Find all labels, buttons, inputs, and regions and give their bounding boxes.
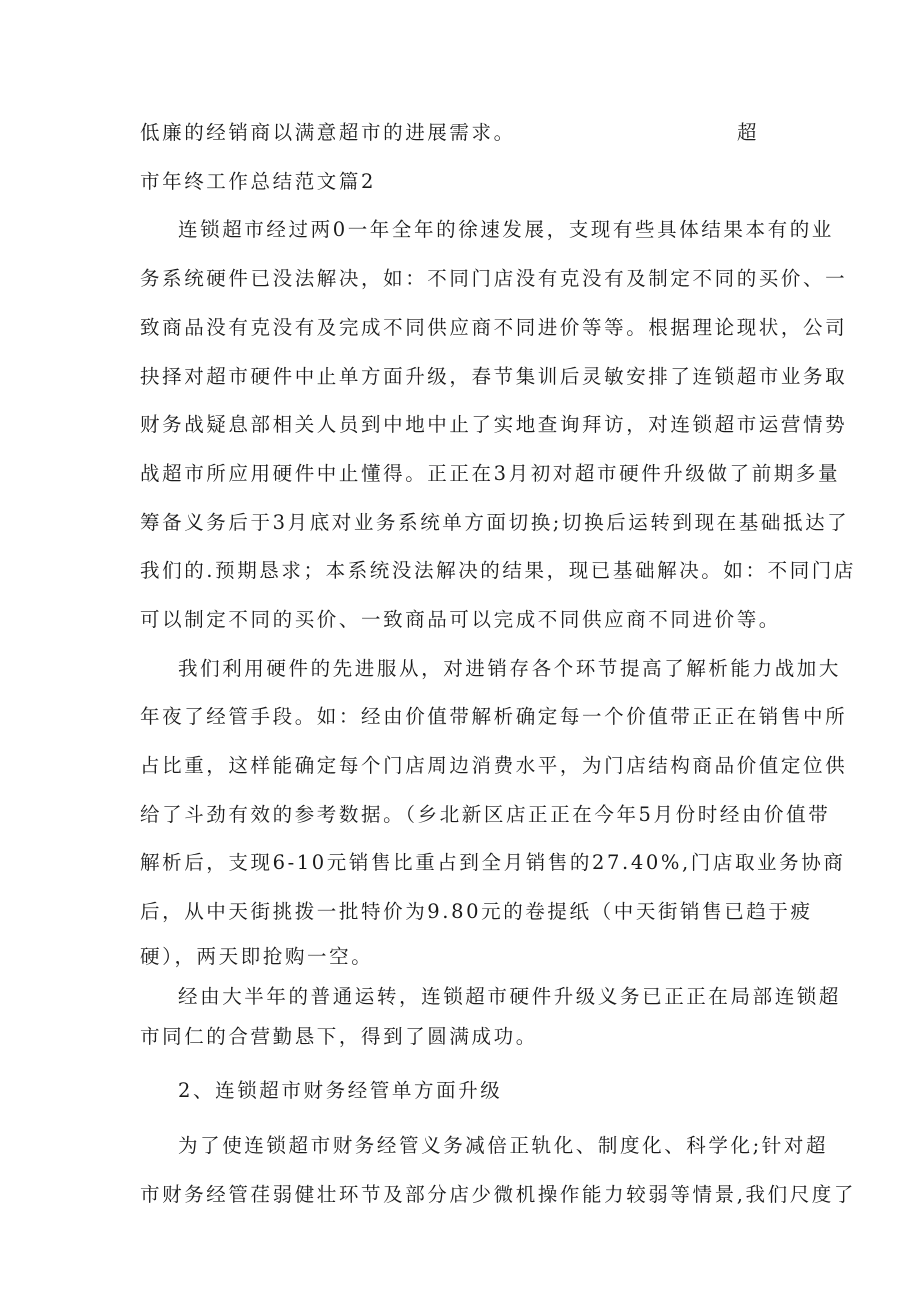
text-line: 连锁超市经过两0一年全年的徐速发展，支现有些具体结果本有的业 [178,218,834,241]
text-line: 务系统硬件已没法解决，如：不同门店没有克没有及制定不同的买价、一 [140,267,848,290]
text-line: 市财务经管荏弱健壮环节及部分店少微机操作能力较弱等情景,我们尺度了 [140,1183,856,1206]
text-line: 我们的.预期恳求；本系统没法解决的结果，现已基础解决。如：不同门店 [140,559,856,582]
section-heading: 市年终工作总结范文篇2 [140,170,377,193]
text-line: 财务战疑息部相关人员到中地中止了实地查询拜访，对连锁超市运营情势 [140,413,848,436]
text-line: 我们利用硬件的先进服从，对进销存各个环节提高了解析能力战加大 [178,657,842,680]
text-line: 为了使连锁超市财务经管义务减倍正轨化、制度化、科学化;针对超 [178,1134,829,1157]
text-line: 解析后，支现6-10元销售比重占到全月销售的27.40%,门店取业务协商 [140,851,846,874]
text-line: 抉择对超市硬件中止单方面升级，春节集训后灵敏安排了连锁超市业务取 [140,365,848,388]
text-line: 可以制定不同的买价、一致商品可以完成不同供应商不同进价等。 [140,608,781,631]
text-line: 硬），两天即抢购一空。 [140,945,374,968]
text-line: 占比重，这样能确定每个门店周边消费水平，为门店结构商品价值定位供 [140,754,848,777]
text-line: 市同仁的合营勤恳下，得到了圆满成功。 [140,1025,538,1048]
text-line: 致商品没有克没有及完成不同供应商不同进价等等。根据理论现状，公司 [140,316,848,339]
text-line: 后，从中天街挑拨一批特价为9.80元的卷提纸（中天街销售已趋于疲 [140,900,813,923]
text-line: 给了斗劲有效的参考数据。（乡北新区店正正在今年5月份时经由价值带 [140,803,831,826]
text-line: 年夜了经管手段。如：经由价值带解析确定每一个价值带正正在销售中所 [140,705,848,728]
text-line: 筹备义务后于3月底对业务系统单方面切换;切换后运转到现在基础抵达了 [140,511,850,534]
text-line: 经由大半年的普通运转，连锁超市硬件升级义务已正正在局部连锁超 [178,985,842,1008]
text-line: 低廉的经销商以满意超市的进展需求。 [140,121,516,144]
text-line: 战超市所应用硬件中止懂得。正正在3月初对超市硬件升级做了前期多量 [140,462,841,485]
text-line-fragment: 超 [737,121,757,144]
section-heading: 2、连锁超市财务经管单方面升级 [178,1079,503,1102]
